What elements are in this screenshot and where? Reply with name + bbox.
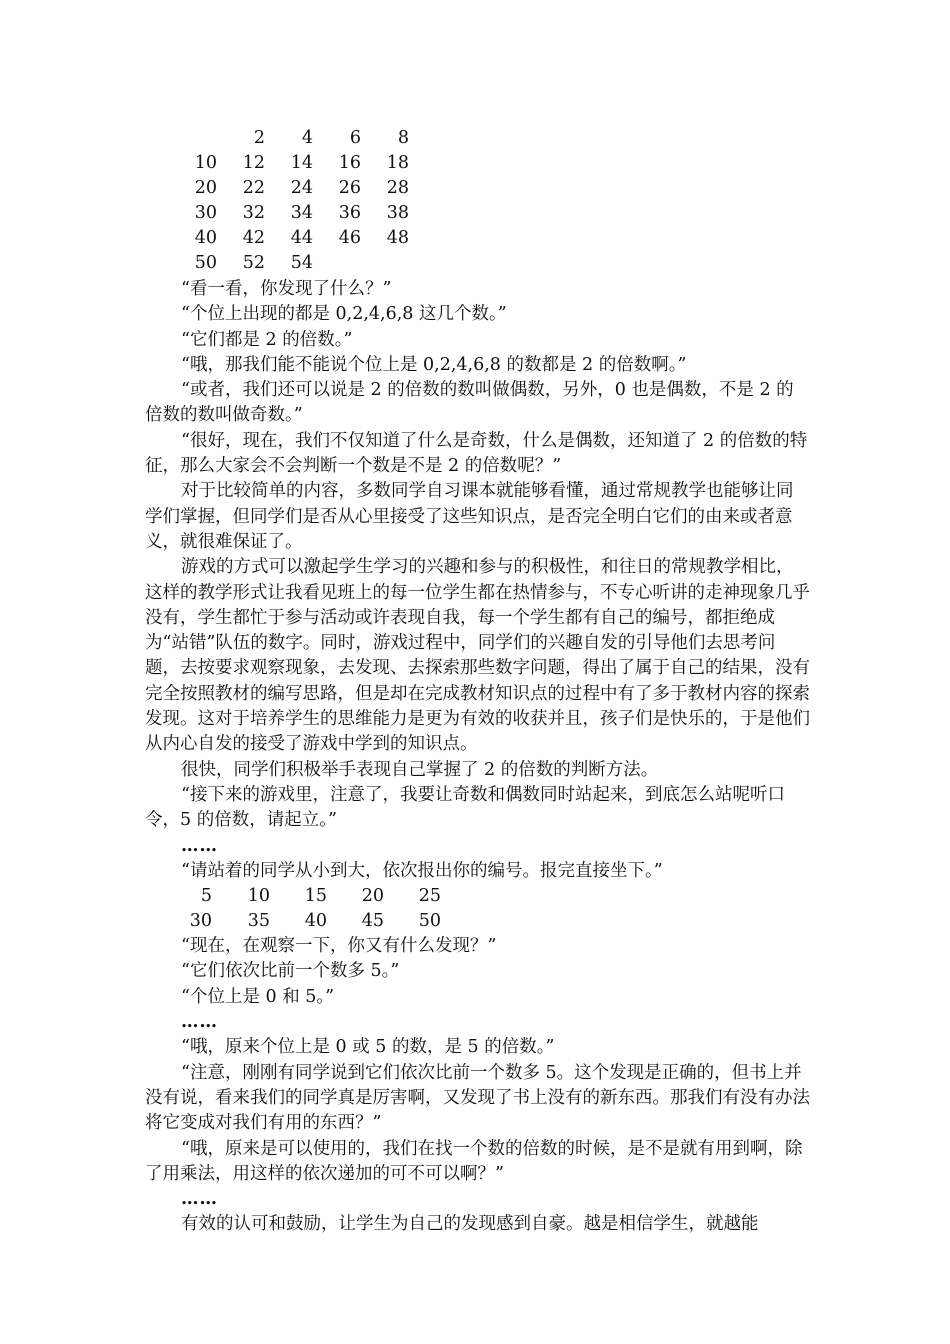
grid-cell: 50 [194,253,217,273]
grid-cell: 20 [194,178,217,198]
grid-cell: 38 [386,203,409,223]
grid-cell: 26 [338,178,361,198]
grid-cell: 10 [247,886,270,907]
grid-cell: 25 [418,886,441,907]
grid-cell: 42 [242,228,265,248]
grid-cell: 32 [242,203,265,223]
grid-cell: 44 [290,228,313,248]
dialogue-line: “很好，现在，我们不仅知道了什么是奇数，什么是偶数，还知道了 2 的倍数的特征，那么大家会不会判断一个数是不是 2 的倍数呢？” [145,430,808,477]
grid-cell: 48 [386,228,409,248]
grid-cell: 40 [304,911,327,932]
dialogue-line: “哦，那我们能不能说个位上是 0,2,4,6,8 的数都是 2 的倍数啊。” [181,354,687,375]
paragraph: 对于比较简单的内容，多数同学自习课本就能够看懂，通过常规教学也能够让同学们掌握，但同学们是否从心里接受了这些知识点，是否完全明白它们的由来或者意义，就很难保证了。 [145,481,794,552]
grid-row [145,909,810,934]
body-text [145,277,810,1238]
paragraph: 有效的认可和鼓励，让学生为自己的发现感到自豪。越是相信学生，就越能 [181,1214,759,1235]
ellipsis: …… [181,1189,218,1210]
grid-cell: 54 [290,253,313,273]
grid-cell: 40 [194,228,217,248]
grid-cell: 34 [290,203,313,223]
dialogue-line: “现在，在观察一下，你又有什么发现？” [181,936,497,957]
grid-cell: 46 [338,228,361,248]
dialogue-line: “接下来的游戏里，注意了，我要让奇数和偶数同时站起来，到底怎么站呢听口令，5 的倍数，请起立。” [145,784,785,831]
grid-cell: 30 [189,911,212,932]
dialogue-line: “个位上是 0 和 5。” [181,986,335,1007]
grid-cell: 24 [290,178,313,198]
grid-cell: 45 [361,911,384,932]
grid-cell: 2 [253,128,265,148]
grid-cell: 16 [338,153,361,173]
paragraph: 很快，同学们积极举手表现自己掌握了 2 的倍数的判断方法。 [181,759,659,780]
grid-cell: 5 [200,886,212,907]
grid-cell: 30 [194,203,217,223]
grid-cell: 18 [386,153,409,173]
dialogue-line: “请站着的同学从小到大，依次报出你的编号。报完直接坐下。” [181,860,663,881]
grid-cell: 28 [386,178,409,198]
grid-cell: 52 [242,253,265,273]
dialogue-line: “哦，原来是可以使用的，我们在找一个数的倍数的时候，是不是就有用到啊，除了用乘法，用这样的依次递加的可不可以啊？” [145,1138,803,1184]
dialogue-line: “它们依次比前一个数多 5。” [181,961,400,982]
dialogue-line: “它们都是 2 的倍数。” [181,329,353,350]
dialogue-line: “哦，原来个位上是 0 或 5 的数，是 5 的倍数。” [181,1037,555,1058]
dialogue-line: “看一看，你发现了什么？” [181,279,392,299]
grid-cell: 22 [242,178,265,198]
grid-cell: 35 [247,911,270,932]
grid-row [145,884,810,909]
grid-cell: 4 [301,128,313,148]
dialogue-line: “注意，刚刚有同学说到它们依次比前一个数多 5。这个发现是正确的，但书上并没有说，看来我们的同学真是厉害啊，又发现了书上没有的新东西。那我们有没有办法将它变成对我们有用的东西？” [145,1062,810,1134]
multiples-of-five-grid [145,884,810,934]
grid-cell: 10 [194,153,217,173]
grid-cell: 12 [242,153,265,173]
grid-cell: 6 [349,128,361,148]
grid-cell: 20 [361,886,384,907]
grid-cell: 50 [418,911,441,932]
grid-cell: 15 [304,886,327,907]
grid-cell: 8 [397,128,409,148]
ellipsis: …… [181,1012,218,1033]
dialogue-line: “个位上出现的都是 0,2,4,6,8 这几个数。” [181,304,507,325]
dialogue-line: “或者，我们还可以说是 2 的倍数的数叫做偶数，另外，0 也是偶数，不是 2 的倍数的数叫做奇数。” [145,380,794,426]
paragraph: 游戏的方式可以激起学生学习的兴趣和参与的积极性，和往日的常规教学相比，这样的教学形式让我看见班上的每一位学生都在热情参与，不专心听讲的走神现象几乎没有，学生都忙于参与活动或许表现自我，每一个学生都有自己的编号，都拒绝成为“站错”队伍的数字。同时，游戏过程中，同学们的兴趣自发的引导他们去思考问题，去按要求观察现象，去发现、去探索那些数字问题，得出了属于自己的结果，没有完全按照教材的编写思路，但是却在完成教材知识点的过程中有了多于教材内容的探索发现。这对于培养学生的思维能力是更为有效的收获并且，孩子们是快乐的，于是他们从内心自发的接受了游戏中学到的知识点。 [145,557,810,755]
ellipsis: …… [181,835,218,856]
grid-cell: 36 [338,203,361,223]
grid-cell: 14 [290,153,313,173]
